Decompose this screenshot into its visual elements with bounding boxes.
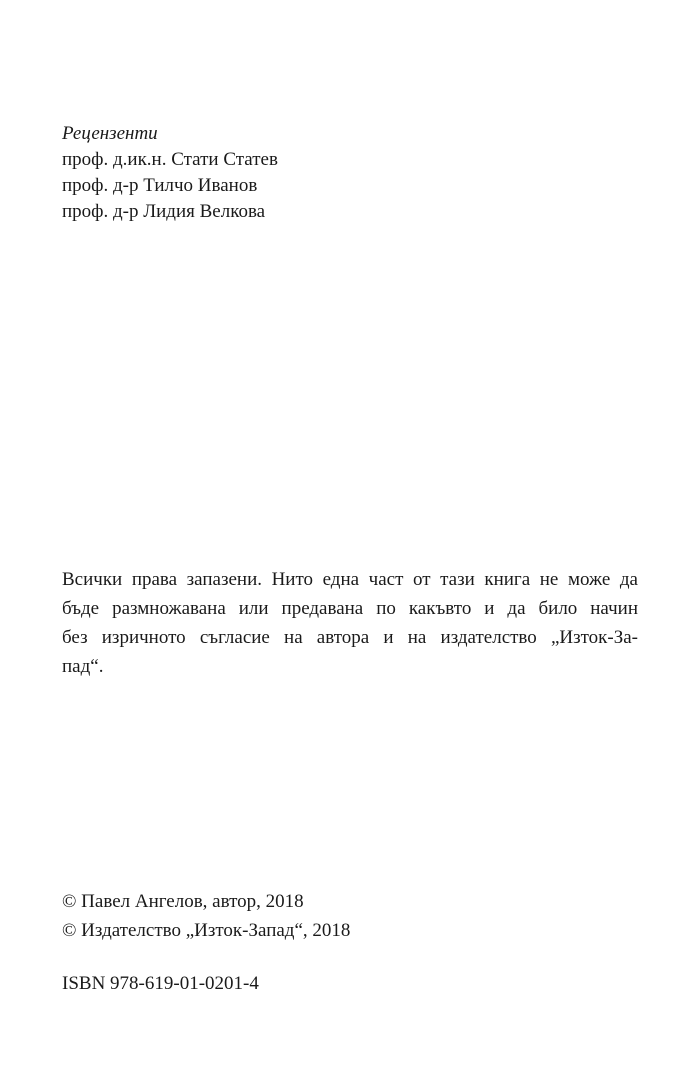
rights-notice	[62, 565, 638, 681]
reviewers-block	[62, 121, 622, 225]
publisher-copyright: © Издателство „Изток-Запад“, 2018	[62, 920, 351, 941]
author-copyright: © Павел Ангелов, автор, 2018	[62, 891, 304, 912]
reviewer-name: проф. д.ик.н. Стати Статев	[62, 149, 278, 170]
reviewer-name: проф. д-р Лидия Велкова	[62, 201, 266, 222]
reviewer-name: проф. д-р Тилчо Иванов	[62, 175, 258, 196]
reviewers-heading: Рецензенти	[62, 123, 158, 144]
rights-notice-line: пад“.	[62, 656, 104, 677]
rights-notice-line: Всички права запазени. Нито една част от тази книга не може да	[62, 569, 638, 590]
isbn-number: ISBN 978-619-01-0201-4	[62, 973, 259, 994]
copyright-block	[62, 887, 622, 945]
rights-notice-line: без изричното съгласие на автора и на издателство „Изток-За-	[62, 627, 638, 648]
rights-notice-line: бъде размножавана или предавана по какъвто и да било начин	[62, 598, 638, 619]
